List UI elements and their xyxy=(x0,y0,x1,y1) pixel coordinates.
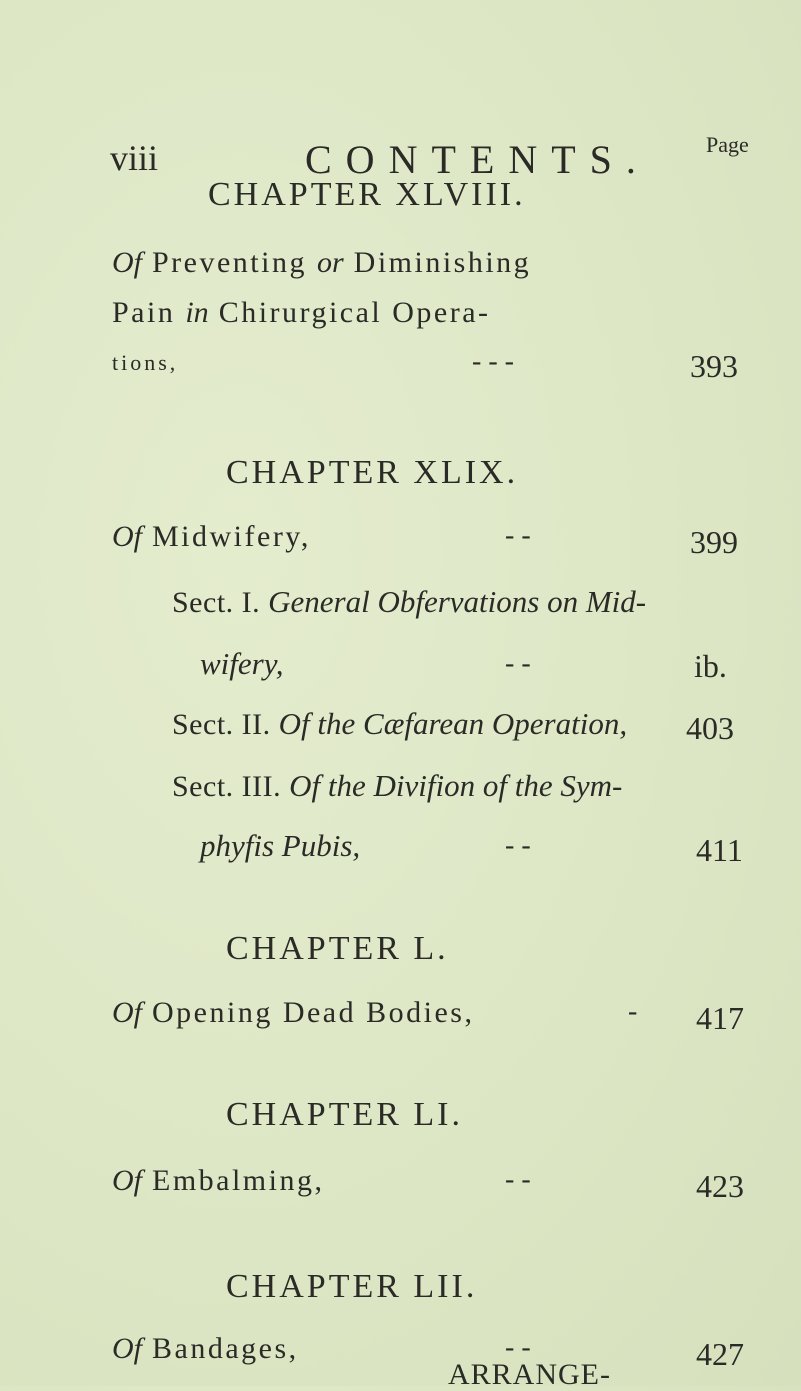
section-title: phyfis Pubis, xyxy=(200,828,361,863)
section-title: Of the Cæfarean Operation, xyxy=(278,706,628,741)
page-number: 417 xyxy=(696,1000,744,1036)
page-number: 411 xyxy=(696,832,743,868)
toc-entry-line xyxy=(112,1334,299,1364)
entry-text: Opening Dead Bodies, xyxy=(152,996,475,1029)
toc-entry-line xyxy=(112,998,474,1028)
toc-entry-line xyxy=(112,522,311,552)
chapter-heading: CHAPTER LI. xyxy=(226,1096,463,1133)
page-number: 393 xyxy=(690,348,738,384)
section-entry-line xyxy=(172,708,627,740)
entry-text: Chirurgical Opera- xyxy=(218,296,491,329)
chapter-heading: CHAPTER LII. xyxy=(226,1268,478,1305)
entry-of: Of xyxy=(112,1332,142,1365)
entry-text: Diminishing xyxy=(353,246,532,279)
entry-text: tions, xyxy=(112,350,179,375)
entry-of: Of xyxy=(112,1164,142,1197)
leader-dashes: - - xyxy=(505,648,531,679)
catchword: ARRANGE- xyxy=(448,1358,611,1391)
entry-or: or xyxy=(316,246,344,279)
folio-number: viii xyxy=(110,138,159,178)
section-entry-line xyxy=(172,586,646,618)
page-number: 399 xyxy=(690,524,738,560)
page-column-label: Page xyxy=(706,132,749,157)
leader-dashes: - - - xyxy=(472,346,514,377)
toc-entry-line xyxy=(112,1166,324,1196)
toc-entry-line xyxy=(112,298,491,328)
section-title: Of the Divifion of the Sym- xyxy=(289,768,623,803)
entry-text: Midwifery, xyxy=(152,520,311,553)
entry-in: in xyxy=(185,296,209,329)
entry-text: Embalming, xyxy=(152,1164,325,1197)
section-number: Sect. II. xyxy=(172,708,271,741)
entry-of: Of xyxy=(112,520,142,553)
page-number: 403 xyxy=(686,710,734,746)
entry-text: Preventing xyxy=(152,246,307,279)
page-number: 427 xyxy=(696,1336,744,1372)
section-entry-line xyxy=(200,648,284,680)
section-entry-line xyxy=(200,830,360,862)
chapter-heading: CHAPTER XLIX. xyxy=(226,454,519,491)
section-number: Sect. I. xyxy=(172,586,261,619)
section-entry-line xyxy=(172,770,622,802)
chapter-heading: CHAPTER L. xyxy=(226,930,449,967)
leader-dashes: - - xyxy=(505,520,531,551)
page-number: ib. xyxy=(694,648,727,684)
section-number: Sect. III. xyxy=(172,770,282,803)
entry-text: Bandages, xyxy=(152,1332,299,1365)
section-title: General Obfervations on Mid- xyxy=(268,584,647,619)
entry-text: Pain xyxy=(112,296,176,329)
leader-dashes: - - xyxy=(505,830,531,861)
running-head: CONTENTS. xyxy=(305,137,650,182)
entry-of: Of xyxy=(112,996,142,1029)
leader-dashes: - - xyxy=(505,1332,531,1363)
page-number: 423 xyxy=(696,1168,744,1204)
toc-entry-line xyxy=(112,346,178,376)
leader-dashes: - xyxy=(628,996,638,1027)
toc-entry-line xyxy=(112,248,531,278)
section-title: wifery, xyxy=(200,646,284,681)
entry-of: Of xyxy=(112,246,142,279)
chapter-heading: CHAPTER XLVIII. xyxy=(208,176,526,213)
leader-dashes: - - xyxy=(505,1164,531,1195)
